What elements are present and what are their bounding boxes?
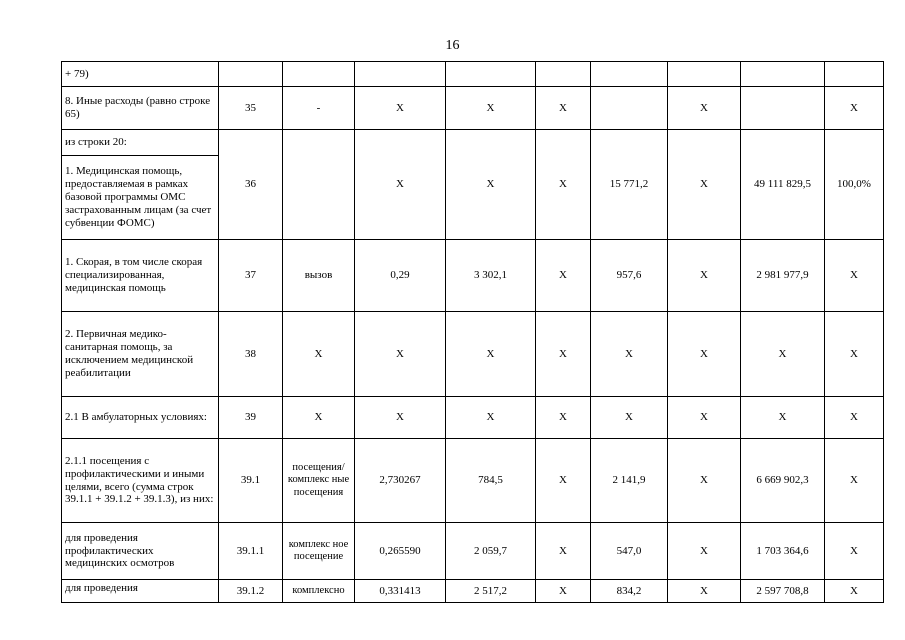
row-unit: комплексно [283,580,355,603]
row-cell: 2 981 977,9 [741,240,825,312]
row-cell: Х [668,240,741,312]
row-line-number: 38 [219,312,283,397]
row-cell: Х [668,130,741,240]
row-cell: Х [536,439,591,523]
row-cell: Х [591,397,668,439]
page-number: 16 [445,38,460,53]
row-unit: вызов [283,240,355,312]
row-cell: Х [825,580,884,603]
row-cell: 1 703 364,6 [741,523,825,580]
row-cell: 2,730267 [355,439,446,523]
row-line-number [219,62,283,87]
row-cell [446,62,536,87]
row-cell: 0,265590 [355,523,446,580]
table-row [62,240,884,312]
row-cell: Х [446,87,536,130]
table-row [62,397,884,439]
row-cell [741,87,825,130]
row-cell: 547,0 [591,523,668,580]
row-cell: Х [825,240,884,312]
row-cell: Х [355,130,446,240]
row-cell: Х [355,87,446,130]
row-cell: 957,6 [591,240,668,312]
row-cell: Х [668,397,741,439]
row-cell: Х [741,397,825,439]
row-cell: Х [668,87,741,130]
table-row [62,523,884,580]
row-name: 2.1 В амбулаторных условиях: [62,397,219,439]
row-line-number: 39 [219,397,283,439]
row-cell: 3 302,1 [446,240,536,312]
table-row [62,87,884,130]
row-line-number: 39.1.2 [219,580,283,603]
row-cell [536,62,591,87]
row-name: для проведения профилактических медицинских осмотров [62,523,219,580]
row-cell: Х [825,397,884,439]
row-cell: Х [536,312,591,397]
row-cell: Х [741,312,825,397]
row-cell: Х [825,87,884,130]
table-row [62,580,884,603]
data-table [61,61,884,603]
row-cell: Х [668,580,741,603]
table-row [62,439,884,523]
row-name: для проведения [62,580,219,603]
row-cell: 784,5 [446,439,536,523]
row-unit: - [283,87,355,130]
row-cell: Х [446,312,536,397]
row-name: 2.1.1 посещения с профилактическими и иными целями, всего (сумма строк 39.1.1 + 39.1.2 + 39.1.3), из них: [62,439,219,523]
row-cell: Х [536,130,591,240]
row-cell: Х [591,312,668,397]
row-cell: Х [825,523,884,580]
row-cell: 15 771,2 [591,130,668,240]
row-cell: Х [668,523,741,580]
row-name: 1. Медицинская помощь, предоставляемая в рамках базовой программы ОМС застрахованным лицам (за счет субвенции ФОМС) [62,156,219,240]
row-cell [355,62,446,87]
row-name: из строки 20: [62,130,219,156]
row-cell: 6 669 902,3 [741,439,825,523]
table-row [62,312,884,397]
row-cell: 2 059,7 [446,523,536,580]
row-line-number: 39.1.1 [219,523,283,580]
row-cell: 0,331413 [355,580,446,603]
row-name: + 79) [62,62,219,87]
row-cell: Х [536,580,591,603]
row-line-number: 37 [219,240,283,312]
row-cell: Х [355,312,446,397]
row-cell: Х [536,240,591,312]
row-unit [283,62,355,87]
row-cell: Х [355,397,446,439]
row-cell: 49 111 829,5 [741,130,825,240]
row-cell: 2 141,9 [591,439,668,523]
row-cell [668,62,741,87]
row-cell: 2 597 708,8 [741,580,825,603]
row-cell: Х [536,523,591,580]
row-name: 2. Первичная медико-санитарная помощь, за исключением медицинской реабилитации [62,312,219,397]
row-line-number: 36 [219,130,283,240]
row-cell: Х [668,439,741,523]
row-cell: Х [825,312,884,397]
row-cell: Х [825,439,884,523]
row-cell: 100,0% [825,130,884,240]
row-name: 8. Иные расходы (равно строке 65) [62,87,219,130]
row-cell: 2 517,2 [446,580,536,603]
row-cell: Х [536,397,591,439]
row-name: 1. Скорая, в том числе скорая специализированная, медицинская помощь [62,240,219,312]
row-cell [825,62,884,87]
row-cell: 834,2 [591,580,668,603]
row-line-number: 35 [219,87,283,130]
row-cell: Х [446,397,536,439]
row-unit [283,130,355,240]
table-row [62,130,884,156]
row-cell [591,62,668,87]
row-cell [591,87,668,130]
row-unit: Х [283,397,355,439]
row-cell [741,62,825,87]
row-cell: Х [668,312,741,397]
row-cell: Х [446,130,536,240]
table-row [62,62,884,87]
row-cell: Х [536,87,591,130]
row-unit: Х [283,312,355,397]
row-unit: посещения/ комплекс ные посещения [283,439,355,523]
row-line-number: 39.1 [219,439,283,523]
row-unit: комплекс ное посещение [283,523,355,580]
row-cell: 0,29 [355,240,446,312]
